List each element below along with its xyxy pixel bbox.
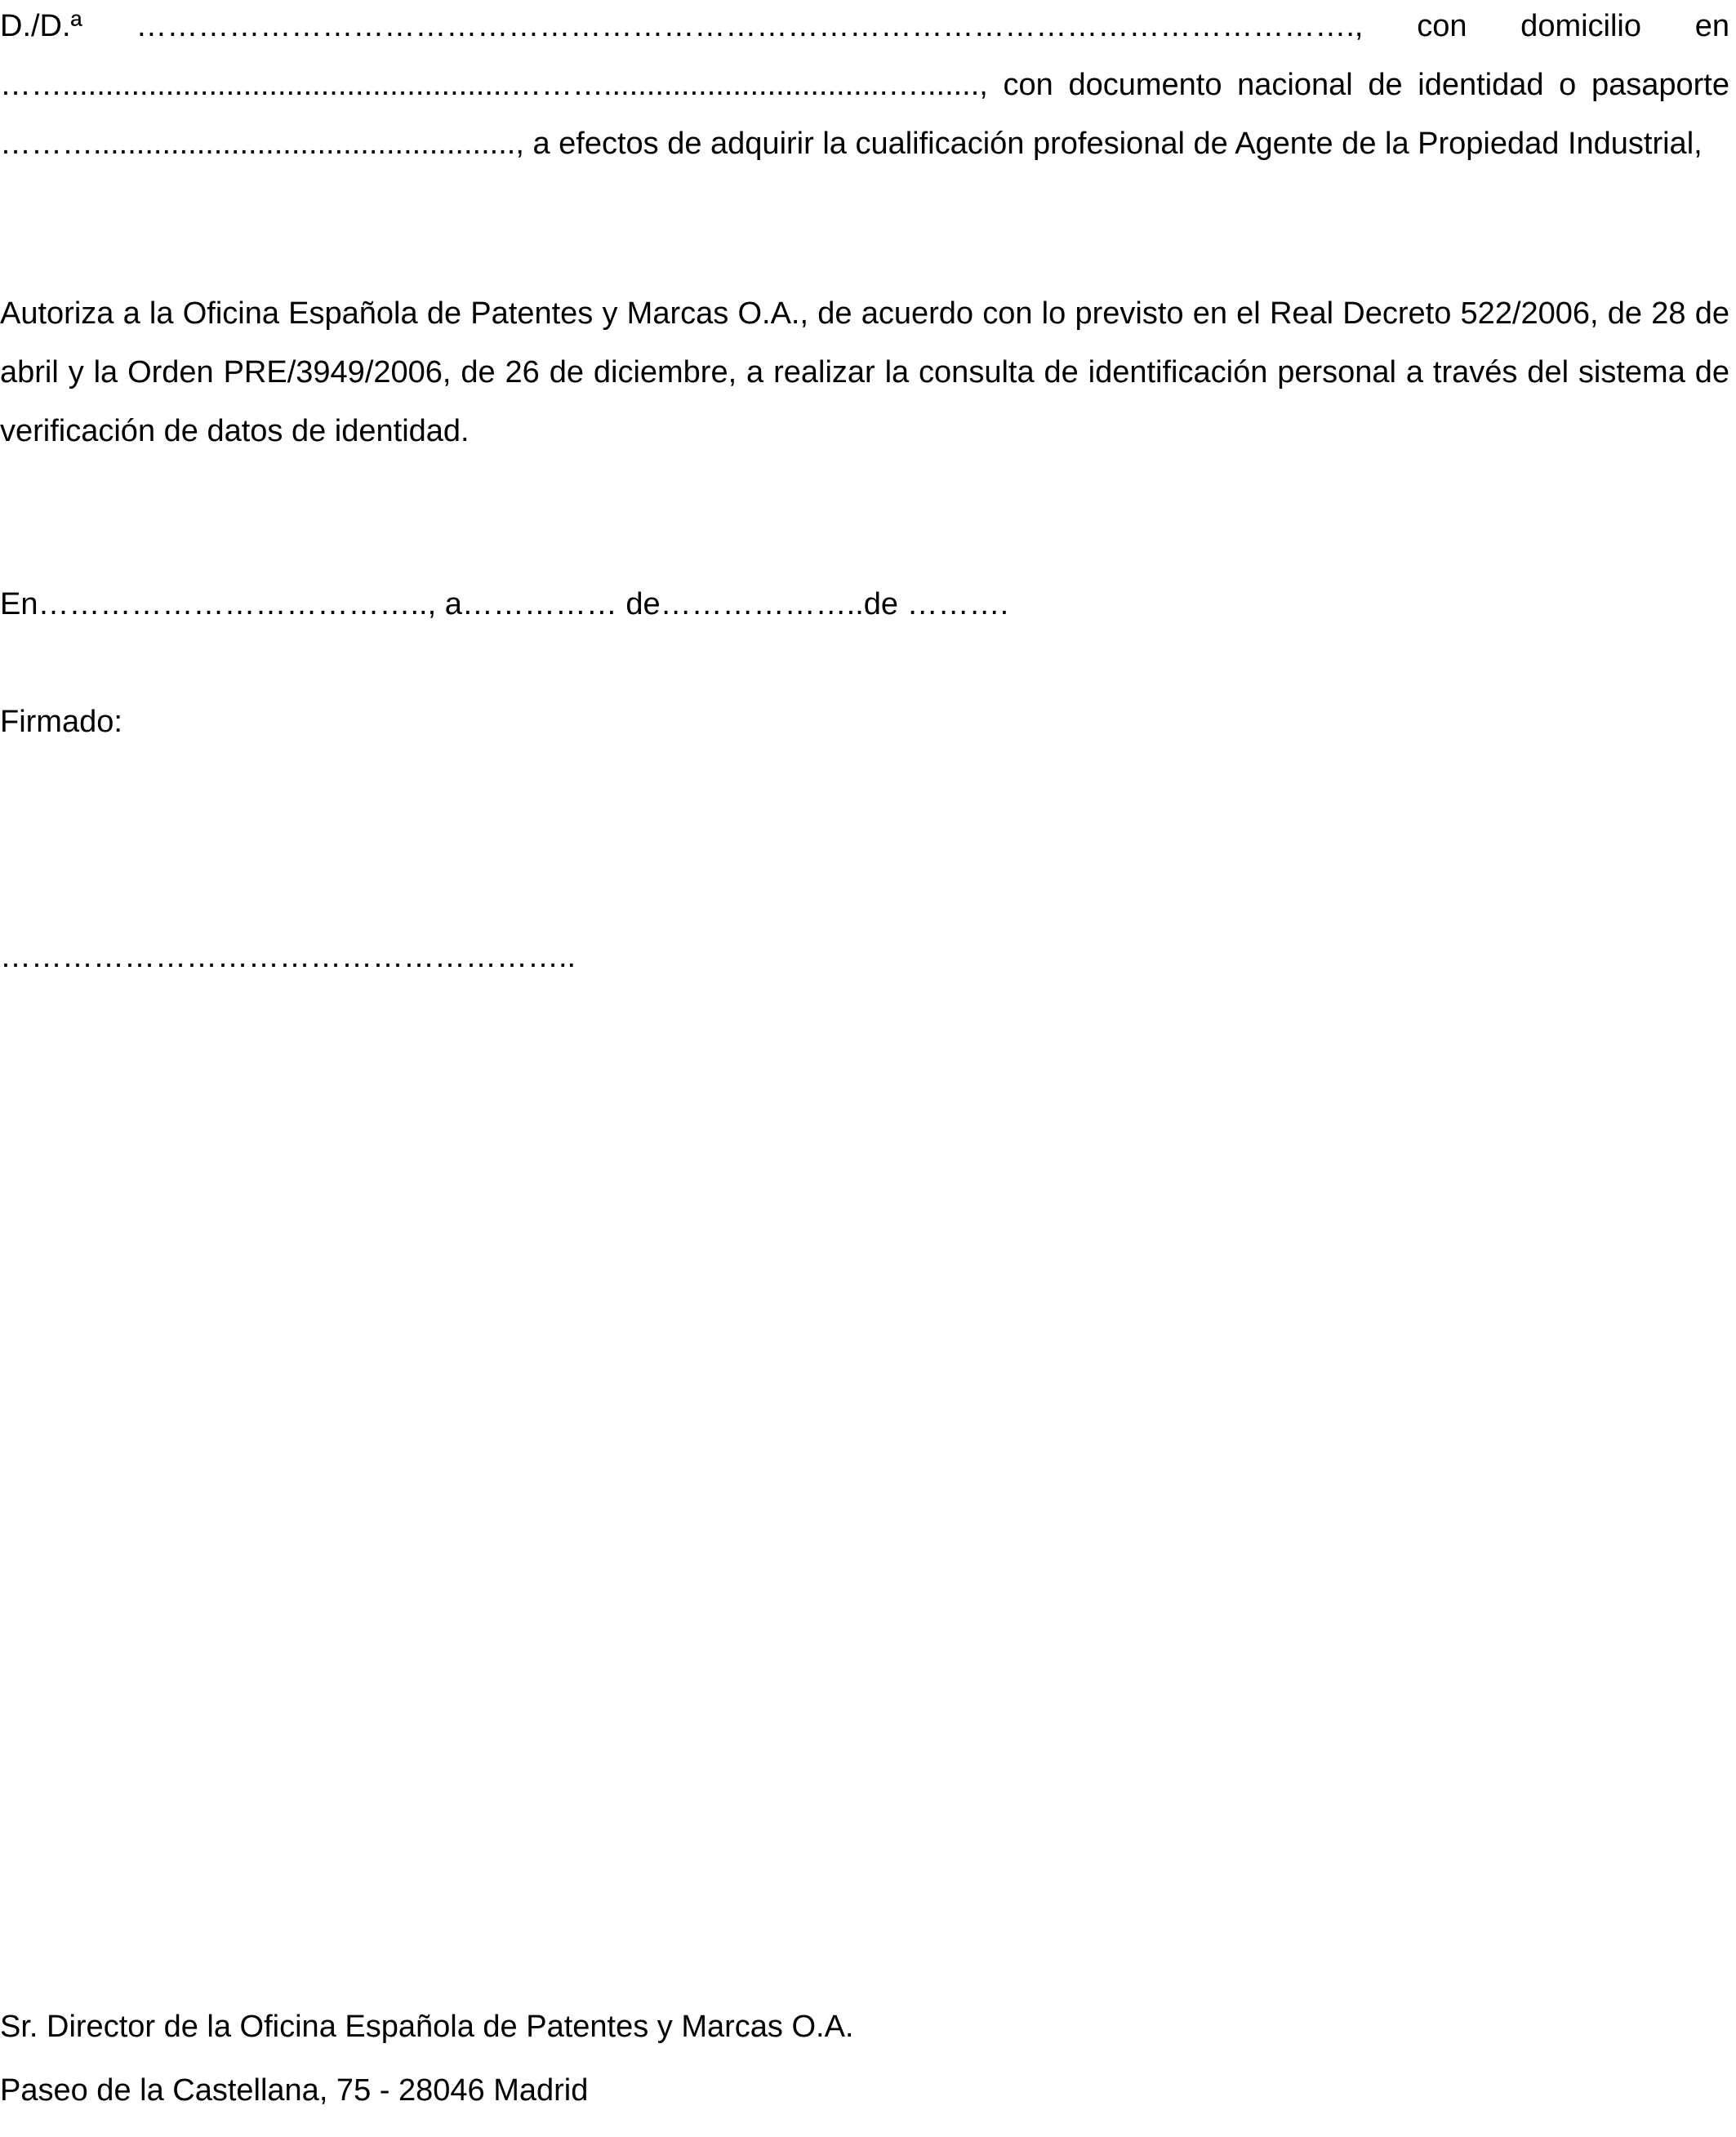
signed-label: Firmado: xyxy=(0,705,122,739)
intro-paragraph: D./D.ª ………………………………………………………………………………………………………., con domicilio en ……....................................................……….................................…......., con documento nacional de identidad o pasaporte ………................................................., a efectos de adquirir la cualificación profesional de Agente de la Propiedad Industrial, xyxy=(0,9,1729,161)
date-place-line: En……………………………….., a…………… de………………..de ………. xyxy=(0,587,1009,621)
authorization-paragraph: Autoriza a la Oficina Española de Patentes y Marcas O.A., de acuerdo con lo previsto en el Real Decreto 522/2006, de 28 de abril y la Orden PRE/3949/2006, de 26 de diciembre, a realizar la consulta de identificación personal a través del sistema de verificación de datos de identidad. xyxy=(0,296,1729,448)
addressee-line: Sr. Director de la Oficina Española de Patentes y Marcas O.A. xyxy=(0,2010,854,2044)
address-line: Paseo de la Castellana, 75 - 28046 Madrid xyxy=(0,2073,589,2108)
signature-line: ……………………………………………….. xyxy=(0,940,576,974)
